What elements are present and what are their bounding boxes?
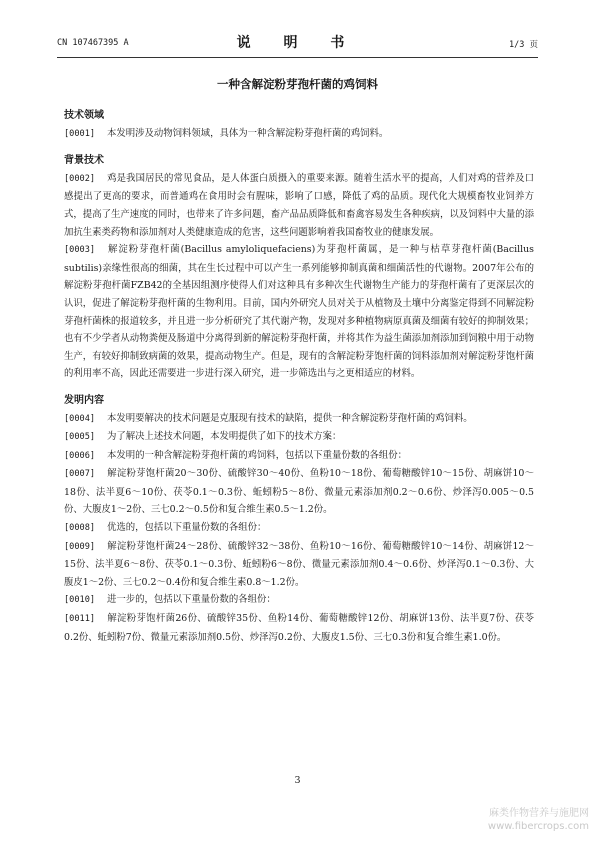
paragraph-number: [0011] — [64, 614, 96, 625]
section-heading: 发明内容 — [64, 394, 104, 406]
paragraph-number: [0005] — [64, 432, 96, 443]
watermark — [488, 807, 589, 833]
paragraph-text: 鸡是我国居民的常见食品，是人体蛋白质摄入的重要来源。随着生活水平的提高，人们对鸡的营养及口感提出了更高的要求，而普通鸡在食用时会有腥味，影响了口感，降低了鸡的品质。现代化大规模畜牧业饲养方式，提高了生产速度的同时，也带来了许多问题，畜产品品质降低和畜禽容易发生各种疾病，以及饲料中大量的添加抗生素类药物和添加剂对人类健康造成的危害，这些问题影响着我国畜牧业的健康发展。 — [64, 172, 534, 238]
section-heading: 技术领域 — [64, 110, 104, 121]
paragraph-number: [0007] — [64, 469, 96, 480]
paragraph — [64, 428, 534, 447]
document-title: 一种含解淀粉芽孢杆菌的鸡饲料 — [217, 77, 378, 91]
paragraph-text: 为了解决上述技术问题，本发明提供了如下的技术方案： — [107, 431, 342, 443]
paragraph — [64, 410, 534, 429]
patent-number: CN 107467395 A — [57, 38, 129, 48]
paragraph-number: [0010] — [64, 595, 96, 606]
paragraph-text: 解淀粉芽饱杆菌24～28份、硫酸锌32～38份、鱼粉10～16份、葡萄糖酸锌10～14份、胡麻饼12～15份、法半夏6～8份、茯苓0.1～0.3份、蚯蚓粉6～8份、微量元素添加剂0.4～0.6份、炒泽泻0.1～0.3份、大腹皮1～2份、三七0.2～0.4份和复合维生素0.8～1.2份。 — [64, 540, 534, 588]
paragraph-number: [0006] — [64, 450, 96, 461]
paragraph — [64, 610, 534, 646]
page-header — [57, 32, 538, 52]
paragraph-text: 优选的，包括以下重量份数的各组份： — [107, 522, 267, 534]
paragraph — [64, 465, 534, 519]
header-rule — [57, 57, 538, 58]
paragraph-number: [0003] — [64, 245, 96, 256]
paragraph-number: [0002] — [64, 173, 96, 184]
paragraph-number: [0001] — [64, 128, 96, 139]
document-type: 说 明 书 — [236, 35, 359, 51]
paragraph-text: 本发明涉及动物饲料领域，具体为一种含解淀粉芽孢杆菌的鸡饲料。 — [107, 127, 389, 139]
paragraph-text: 解淀粉芽饱杆菌20～30份、硫酸锌30～40份、鱼粉10～18份、葡萄糖酸锌10～15份、胡麻饼10～18份、法半夏6～10份、茯苓0.1～0.3份、蚯蚓粉5～8份、微量元素添加剂0.2～0.6份、炒泽泻0.005～0.5份、大腹皮1～2份、三七0.2～0.5份和复合维生素0.5～1.2份。 — [64, 468, 534, 516]
paragraph-text: 本发明要解决的技术问题是克服现有技术的缺陷，提供一种含解淀粉芽孢杆菌的鸡饲料。 — [107, 412, 473, 424]
paragraph — [64, 538, 534, 592]
paragraph — [64, 447, 534, 466]
paragraph-number: [0004] — [64, 413, 96, 424]
paragraph — [64, 125, 534, 144]
paragraph — [64, 519, 534, 538]
paragraph-number: [0008] — [64, 523, 96, 534]
paragraph — [64, 170, 534, 241]
page-of-indicator: 1/3 页 — [509, 40, 538, 50]
paragraph-text: 进一步的，包括以下重量份数的各组份： — [107, 594, 276, 606]
document-body — [64, 107, 534, 646]
paragraph-number: [0009] — [64, 541, 96, 552]
section-heading: 背景技术 — [64, 155, 104, 167]
paragraph-text: 解淀粉芽孢杆菌(Bacillus amyloliquefaciens)为芽孢杆菌属，是一种与枯草芽孢杆菌(Bacillus subtilis)亲缘性很高的细菌，其在生长过程中可以产生一系列能够抑制真菌和细菌活性的代谢物。2007年公布的解淀粉芽孢杆菌FZB42的全基因组测序使得人们对这种具有多种次生代谢物生产能力的芽孢杆菌有了更深层次的认识，促进了解淀粉芽孢杆菌的生物利用。目前，国内外研究人员对关于从植物及土壤中分离鉴定得到不同解淀粉芽孢杆菌株的报道较多，并且进一步分析研究了其代谢产物，发现对多种植物病原真菌及细菌有较好的抑制效果；也有不少学者从动物粪便及肠道中分离得到新的解淀粉芽孢杆菌，并将其作为益生菌添加剂添加到饲粮中用于动物生产，有较好抑制致病菌的效果，提高动物生产。但是，现有的含解淀粉芽饱杆菌的饲料添加剂对解淀粉芽饱杆菌的利用率不高，因此还需要进一步进行深入研究，进一步筛选出与之更相适应的材料。 — [64, 244, 534, 380]
paragraph-text: 解淀粉芽饱杆菌26份、硫酸锌35份、鱼粉14份、葡萄糖酸锌12份、胡麻饼13份、法半夏7份、茯苓0.2份、蚯蚓粉7份、微量元素添加剂0.5份、炒泽泻0.2份、大腹皮1.5份、三七0.3份和复合维生素1.0份。 — [64, 613, 534, 643]
paragraph — [64, 591, 534, 610]
paragraph — [64, 241, 534, 383]
page-number: 3 — [294, 775, 301, 786]
watermark-url: www.fibercrops.com — [487, 821, 589, 832]
watermark-name: 麻类作物营养与施肥网 — [489, 808, 589, 819]
paragraph-text: 本发明的一种含解淀粉芽孢杆菌的鸡饲料，包括以下重量份数的各组份： — [107, 449, 408, 461]
